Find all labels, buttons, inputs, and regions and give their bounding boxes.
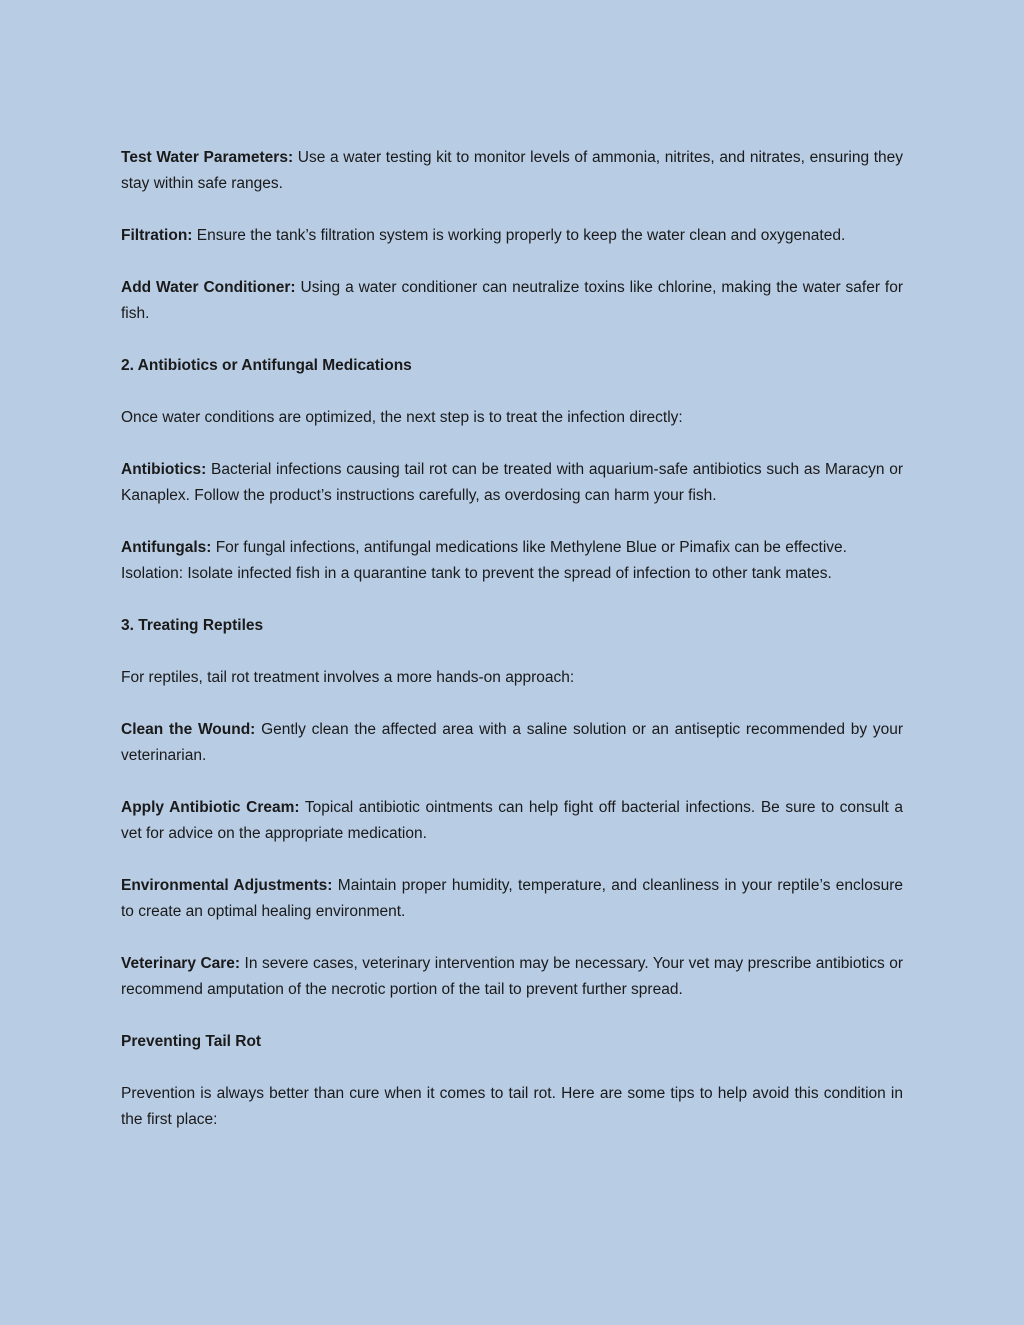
paragraph-antibiotics xyxy=(121,457,903,509)
paragraph-text: Bacterial infections causing tail rot can be treated with aquarium-safe antibiotics such as Maracyn or Kanaplex. Follow the product’s instructions carefully, as overdosing can harm your fish. xyxy=(121,461,903,504)
term-label: Antibiotics: xyxy=(121,461,207,478)
section-heading-antibiotics: 2. Antibiotics or Antifungal Medications xyxy=(121,357,412,374)
paragraph-text: For fungal infections, antifungal medications like Methylene Blue or Pimafix can be effective. xyxy=(211,539,847,556)
paragraph-apply-antibiotic-cream xyxy=(121,795,903,847)
document-page xyxy=(121,145,903,1133)
paragraph-clean-the-wound xyxy=(121,717,903,769)
paragraph-text: Using a water conditioner can neutralize toxins like chlorine, making the water safer for fish. xyxy=(121,279,903,322)
paragraph-text: Gently clean the affected area with a saline solution or an antiseptic recommended by your veterinarian. xyxy=(121,721,903,764)
paragraph-veterinary-care xyxy=(121,951,903,1003)
paragraph-environmental-adjustments xyxy=(121,873,903,925)
paragraph-text: Maintain proper humidity, temperature, and cleanliness in your reptile’s enclosure to create an optimal healing environment. xyxy=(121,877,903,920)
paragraph-text: Topical antibiotic ointments can help fight off bacterial infections. Be sure to consult a vet for advice on the appropriate medication. xyxy=(121,799,903,842)
paragraph-intro-treatment: Once water conditions are optimized, the next step is to treat the infection directly: xyxy=(121,409,683,426)
term-label: Test Water Parameters: xyxy=(121,149,294,166)
term-label: Add Water Conditioner: xyxy=(121,279,296,296)
paragraph-text: In severe cases, veterinary intervention may be necessary. Your vet may prescribe antibiotics or recommend amputation of the necrotic portion of the tail to prevent further spread. xyxy=(121,955,903,998)
paragraph-text: Ensure the tank’s filtration system is working properly to keep the water clean and oxygenated. xyxy=(192,227,846,244)
paragraph-test-water-parameters xyxy=(121,145,903,197)
paragraph-reptiles-intro: For reptiles, tail rot treatment involves a more hands-on approach: xyxy=(121,669,575,686)
paragraph-add-water-conditioner xyxy=(121,275,903,327)
term-label: Clean the Wound: xyxy=(121,721,256,738)
paragraph-text: Use a water testing kit to monitor levels of ammonia, nitrites, and nitrates, ensuring they stay within safe ranges. xyxy=(121,149,904,192)
term-label: Apply Antibiotic Cream: xyxy=(121,799,300,816)
term-label: Environmental Adjustments: xyxy=(121,877,333,894)
term-label: Filtration: xyxy=(121,227,193,244)
section-heading-treating-reptiles: 3. Treating Reptiles xyxy=(121,617,264,634)
paragraph-prevention-intro: Prevention is always better than cure when it comes to tail rot. Here are some tips to help avoid this condition in the first place: xyxy=(121,1085,903,1128)
paragraph-antifungals xyxy=(121,535,903,561)
paragraph-isolation: Isolation: Isolate infected fish in a quarantine tank to prevent the spread of infection to other tank mates. xyxy=(121,565,832,582)
section-heading-preventing-tail-rot: Preventing Tail Rot xyxy=(121,1033,262,1050)
paragraph-filtration xyxy=(121,223,903,249)
term-label: Antifungals: xyxy=(121,539,212,556)
term-label: Veterinary Care: xyxy=(121,955,241,972)
